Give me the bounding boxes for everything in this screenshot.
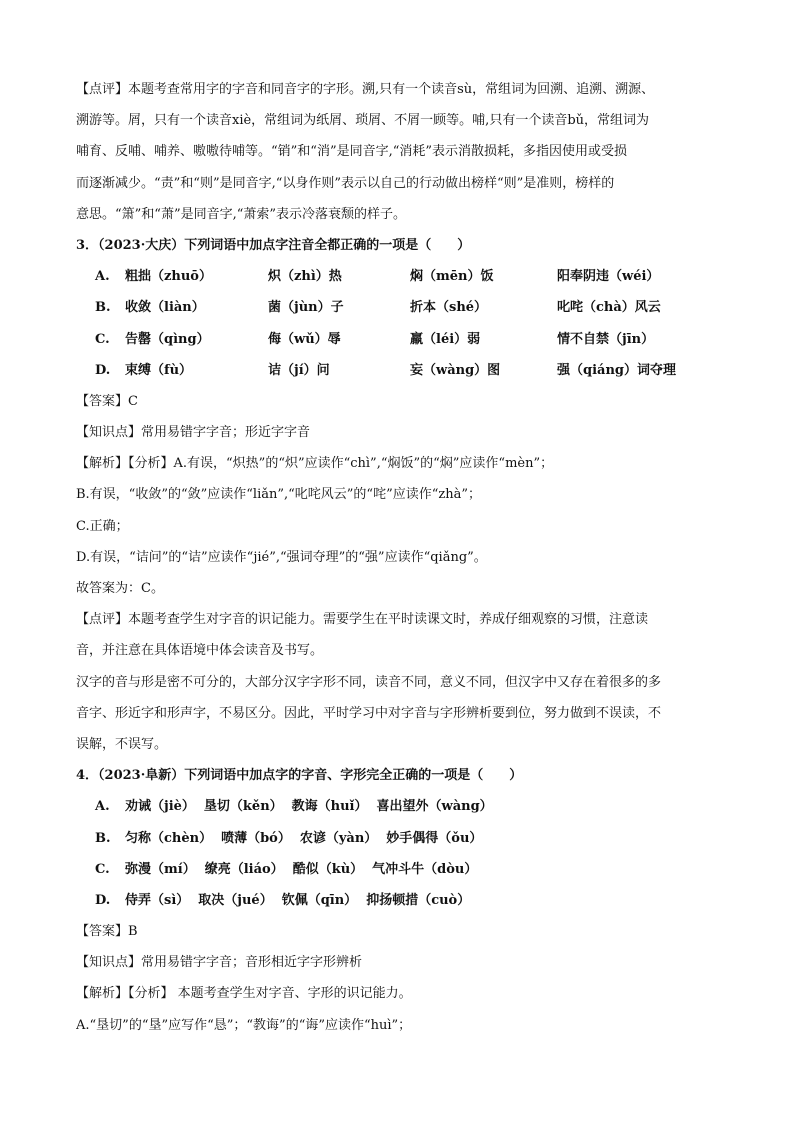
answer-line: 【答案】C	[76, 393, 138, 409]
option-d	[76, 355, 746, 386]
option-item: 羸（léi）弱	[410, 331, 481, 347]
option-item: 粗拙（zhuō）	[125, 269, 212, 285]
comment-line: 汉字的音与形是密不可分的，大部分汉字字形不同，读音不同，意义不同，但汉字中又存在着很多的多	[76, 674, 662, 690]
answer-line: 【答案】B	[76, 924, 138, 940]
analysis-line: 故答案为：C。	[76, 581, 164, 596]
option-letter: B.	[95, 300, 111, 316]
option-letter: C.	[95, 331, 110, 347]
analysis-line: 【解析】【分析】 本题考查学生对字音、字形的识记能力。	[76, 986, 412, 1002]
option-item: 侮（wǔ）辱	[268, 331, 341, 347]
knowledge-line: 【知识点】常用易错字字音；音形相近字字形辨析	[76, 955, 363, 971]
text-line: 哺育、反哺、哺养、嗷嗷待哺等。“销”和“消”是同音字,“消耗”表示消散损耗，多指因使用或受损	[76, 144, 628, 160]
option-item: 妙手偶得（ǒu）	[386, 830, 483, 846]
option-item: 喷薄（bó）	[221, 830, 291, 846]
option-item: 告罄（qìng）	[125, 331, 210, 347]
option-letter: C.	[95, 861, 110, 877]
option-item: 农谚（yàn）	[299, 830, 378, 846]
option-item: 侍弄（sì）	[125, 892, 190, 908]
option-item: 炽（zhì）热	[268, 269, 342, 285]
option-item: 抑扬顿措（cuò）	[366, 892, 471, 908]
comment-line: 音，并注意在具体语境中体会读音及书写。	[76, 643, 324, 659]
knowledge-line: 【知识点】常用易错字字音；形近字字音	[76, 425, 311, 441]
option-a	[76, 791, 746, 822]
comment-block-q2	[76, 74, 746, 230]
analysis-line: 【解析】【分析】A.有误，“炽热”的“炽”应读作“chì”,“焖饭”的“焖”应读作“mèn”；	[76, 456, 554, 472]
option-item: 气冲斗牛（dòu）	[372, 861, 478, 877]
option-item: 焖（mēn）饭	[410, 269, 494, 285]
option-item: 弥漫（mí）	[125, 861, 196, 877]
option-item: 折本（shé）	[410, 300, 488, 316]
option-item: 收敛（liàn）	[125, 300, 205, 316]
option-item: 妄（wàng）图	[410, 362, 501, 378]
text-line: 意思。“箫”和“萧”是同音字,“萧索”表示冷落衰颓的样子。	[76, 206, 407, 222]
option-letter: B.	[95, 830, 111, 846]
comment-line: 【点评】本题考查学生对字音的识记能力。需要学生在平时读课文时，养成仔细观察的习惯，注意读	[76, 612, 649, 628]
analysis-line: C.正确；	[76, 518, 129, 534]
option-item: 垦切（kěn）	[203, 799, 283, 815]
option-item: 强（qiáng）词夺理	[557, 362, 676, 378]
document-page	[76, 74, 746, 1041]
text-line: 【点评】本题考查常用字的字音和同音字的字形。溯,只有一个读音sù，常组词为回溯、追溯、溯源、	[76, 82, 655, 97]
option-letter: D.	[95, 892, 111, 908]
question-stem: 4．（2023·阜新）下列词语中加点字的字音、字形完全正确的一项是（ ）	[76, 768, 523, 784]
option-letter: D.	[95, 362, 111, 378]
option-item: 诘（jí）问	[268, 362, 330, 378]
option-item: 叱咤（chà）风云	[557, 300, 661, 316]
option-b	[76, 823, 746, 854]
option-c	[76, 324, 746, 355]
option-item: 缭亮（liáo）	[204, 861, 284, 877]
question-4	[76, 760, 746, 1041]
text-line: 而逐渐减少。“责”和“则”是同音字,“以身作则”表示以自己的行动做出榜样“则”是准则，榜样的	[76, 175, 615, 191]
option-a	[76, 261, 746, 292]
option-c	[76, 854, 746, 885]
option-letter: A.	[95, 799, 110, 815]
analysis-line: B.有误，“收敛”的“敛”应读作“liǎn”,“叱咤风云”的“咤”应读作“zhà”；	[76, 487, 481, 503]
option-b	[76, 292, 746, 323]
comment-line: 音字、形近字和形声字，不易区分。因此，平时学习中对字音与字形辨析要到位，努力做到不误读，不	[76, 705, 662, 721]
question-3	[76, 230, 746, 760]
option-item: 阳奉阴违（wéi）	[557, 269, 660, 285]
question-stem: 3．（2023·大庆）下列词语中加点字注音全都正确的一项是（ ）	[76, 237, 471, 253]
analysis-line: A.“垦切”的“垦”应写作“恳”；“教诲”的“诲”应读作“huì”；	[76, 1017, 412, 1033]
option-item: 教诲（huǐ）	[291, 799, 368, 815]
option-item: 劝诫（jiè）	[125, 799, 195, 815]
text-line: 溯游等。屑，只有一个读音xiè，常组词为纸屑、琐屑、不屑一顾等。哺,只有一个读音bǔ，常组词为	[76, 113, 650, 129]
option-item: 束缚（fù）	[125, 362, 193, 378]
option-item: 喜出望外（wàng）	[376, 799, 493, 815]
analysis-line: D.有误，“诘问”的“诘”应读作“jié”,“强词夺理”的“强”应读作“qiǎng”。	[76, 549, 487, 565]
option-item: 酷似（kù）	[292, 861, 364, 877]
option-item: 钦佩（qīn）	[281, 892, 358, 908]
option-item: 取决（jué）	[198, 892, 273, 908]
option-item: 情不自禁（jīn）	[557, 331, 655, 347]
option-d	[76, 885, 746, 916]
option-letter: A.	[95, 269, 110, 285]
option-item: 匀称（chèn）	[125, 830, 213, 846]
comment-line: 误解，不误写。	[76, 736, 168, 752]
option-item: 菌（jùn）子	[268, 300, 344, 316]
